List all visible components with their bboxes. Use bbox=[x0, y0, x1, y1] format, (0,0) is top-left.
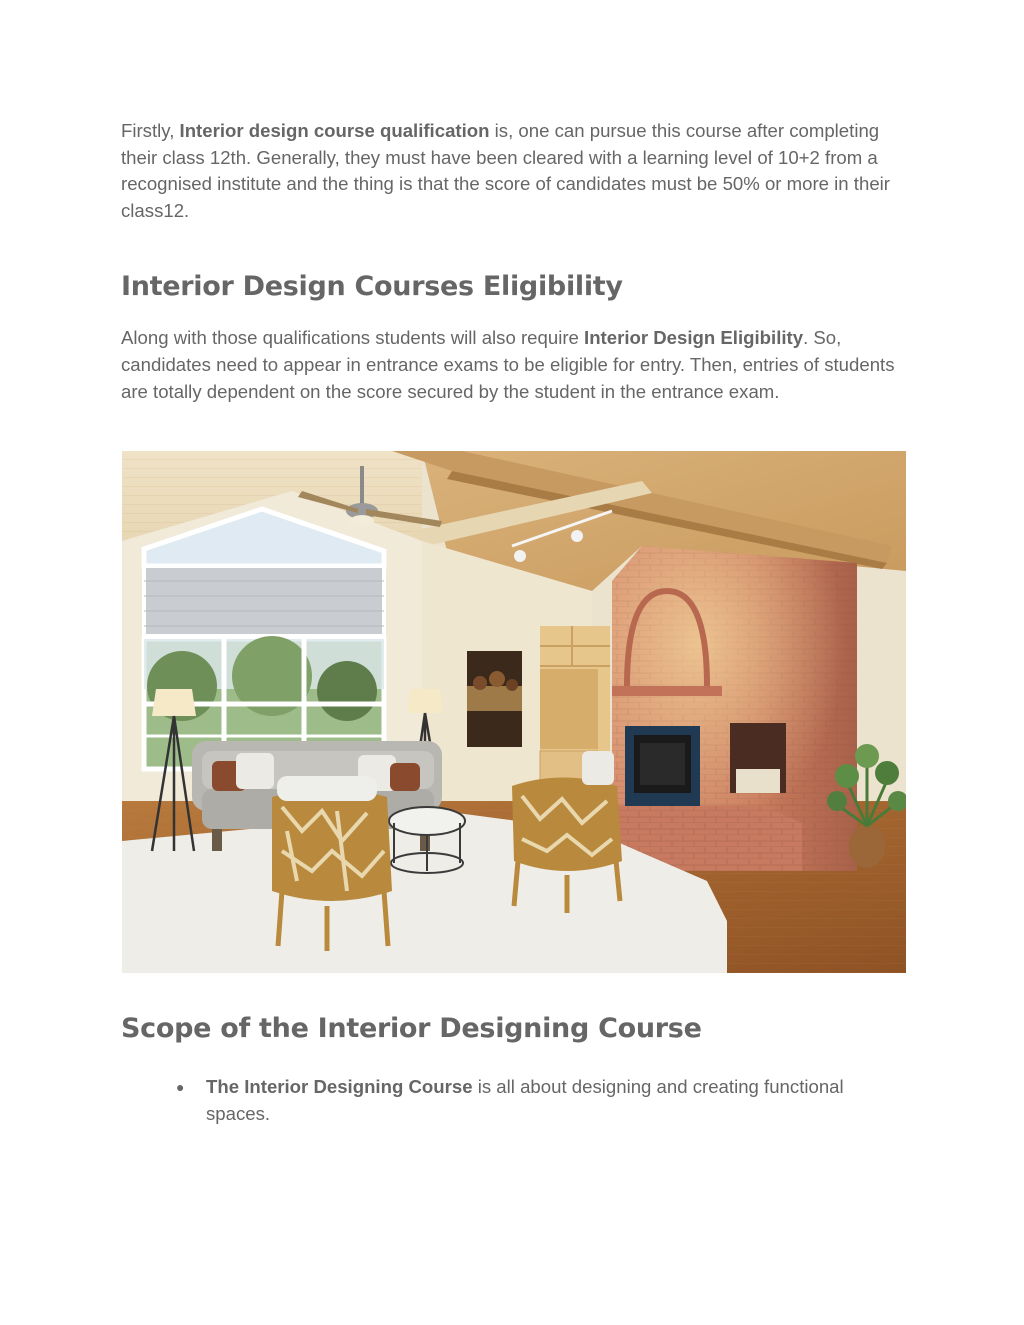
intro-rest: is, one can pursue this course after completing their class 12th. Generally, they must have been cleared with a learning level of 10+2 from a recognised institute and the thing is that the score of candidates must be 50% or more in their class12. bbox=[121, 120, 890, 221]
scope-heading: Scope of the Interior Designing Course bbox=[121, 1013, 702, 1045]
intro-bold: Interior design course qualification bbox=[179, 120, 490, 141]
intro-paragraph bbox=[121, 118, 911, 224]
intro-lead: Firstly, bbox=[121, 120, 180, 141]
bullet-marker: ● bbox=[176, 1079, 185, 1096]
eligibility-paragraph bbox=[121, 325, 911, 405]
bullet-bold: The Interior Designing Course bbox=[206, 1076, 473, 1098]
eligibility-rest: . So, candidates need to appear in entrance exams to be eligible for entry. Then, entries of students are totally dependent on the score secured by the student in the entrance exam. bbox=[121, 327, 895, 402]
scope-bullet-list bbox=[121, 1074, 911, 1127]
eligibility-lead: Along with those qualifications students will also require bbox=[121, 327, 585, 349]
eligibility-bold: Interior Design Eligibility bbox=[584, 327, 804, 349]
list-item bbox=[176, 1074, 911, 1127]
document-page bbox=[121, 118, 911, 1127]
living-room-photo bbox=[122, 451, 906, 973]
eligibility-heading: Interior Design Courses Eligibility bbox=[121, 271, 623, 303]
bullet-rest: is all about designing and creating functional spaces. bbox=[206, 1076, 844, 1124]
